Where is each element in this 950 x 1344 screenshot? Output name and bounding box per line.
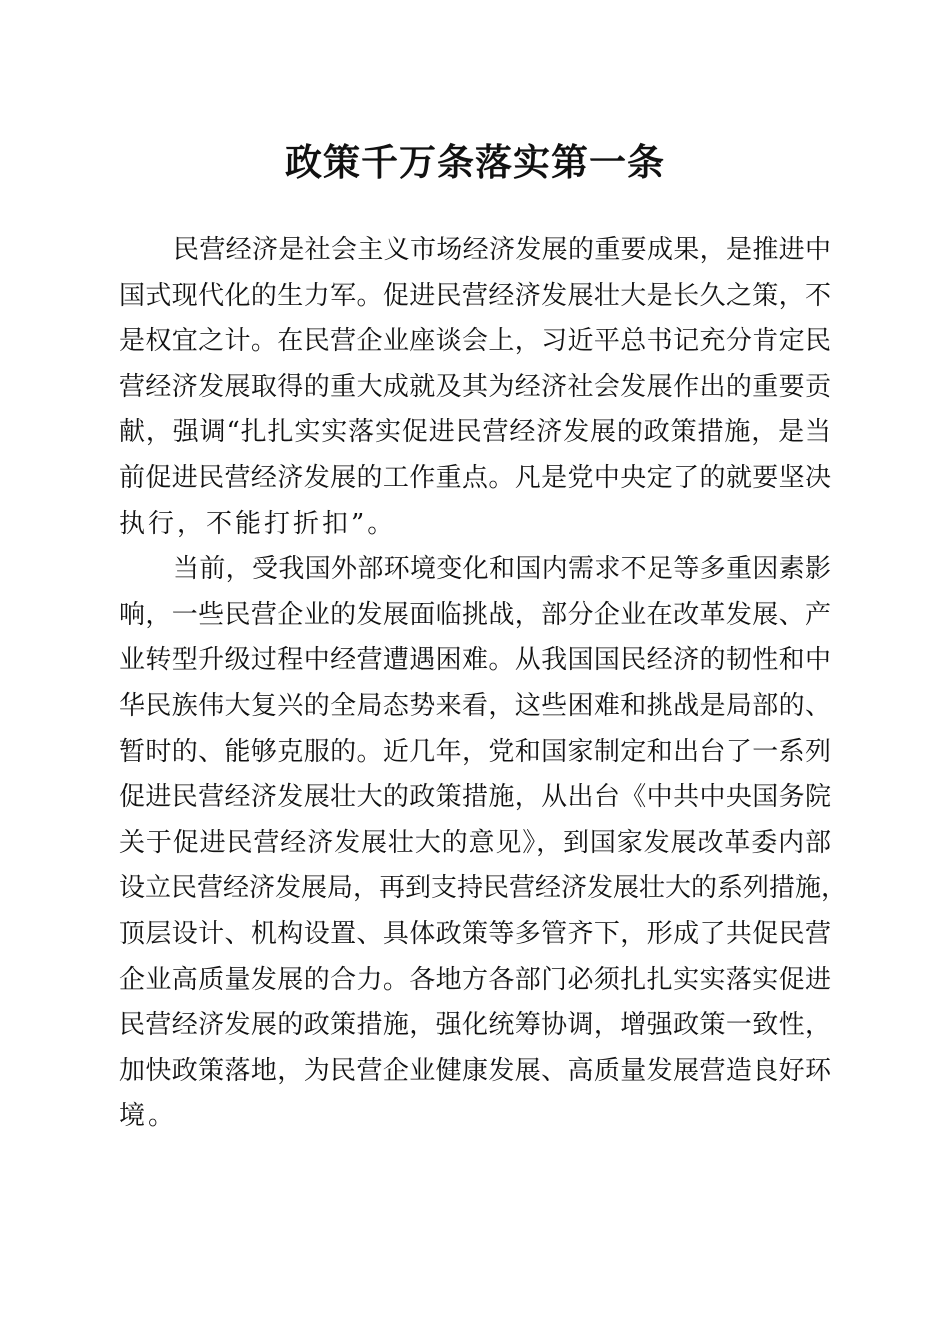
text-line: 加快政策落地，为民营企业健康发展、高质量发展营造良好环 (119, 1055, 831, 1086)
text-line: 前促进民营经济发展的工作重点。凡是党中央定了的就要坚决 (119, 462, 831, 493)
paragraph-2 (119, 547, 848, 1140)
text-line: 营经济发展取得的重大成就及其为经济社会发展作出的重要贡 (119, 371, 831, 402)
text-line: 献，强调“扎扎实实落实促进民营经济发展的政策措施，是当 (119, 417, 831, 448)
text-line: 民营经济发展的政策措施，强化统筹协调，增强政策一致性， (119, 1010, 831, 1041)
text-line: 国式现代化的生力军。促进民营经济发展壮大是长久之策，不 (119, 280, 831, 311)
text-line: 促进民营经济发展壮大的政策措施，从出台《中共中央国务院 (119, 782, 831, 813)
text-line: 设立民营经济发展局，再到支持民营经济发展壮大的系列措施， (119, 873, 848, 904)
text-line: 暂时的、能够克服的。近几年，党和国家制定和出台了一系列 (119, 736, 831, 767)
paragraph-1 (119, 228, 831, 547)
text-line: 执行，不能打折扣”。 (119, 508, 397, 539)
text-line: 当前，受我国外部环境变化和国内需求不足等多重因素影 (173, 554, 831, 585)
text-line: 民营经济是社会主义市场经济发展的重要成果，是推进中 (173, 235, 831, 265)
text-line: 境。 (119, 1101, 178, 1132)
document-body (119, 228, 848, 1140)
text-line: 华民族伟大复兴的全局态势来看，这些困难和挑战是局部的、 (119, 690, 831, 721)
text-line: 关于促进民营经济发展壮大的意见》，到国家发展改革委内部 (119, 827, 831, 858)
text-line: 响，一些民营企业的发展面临挑战，部分企业在改革发展、产 (119, 599, 831, 630)
document-title: 政策千万条落实第一条 (285, 140, 665, 184)
text-line: 是权宜之计。在民营企业座谈会上，习近平总书记充分肯定民 (119, 326, 831, 357)
text-line: 业转型升级过程中经营遭遇困难。从我国国民经济的韧性和中 (119, 645, 831, 676)
text-line: 顶层设计、机构设置、具体政策等多管齐下，形成了共促民营 (119, 918, 831, 949)
text-line: 企业高质量发展的合力。各地方各部门必须扎扎实实落实促进 (119, 964, 831, 995)
